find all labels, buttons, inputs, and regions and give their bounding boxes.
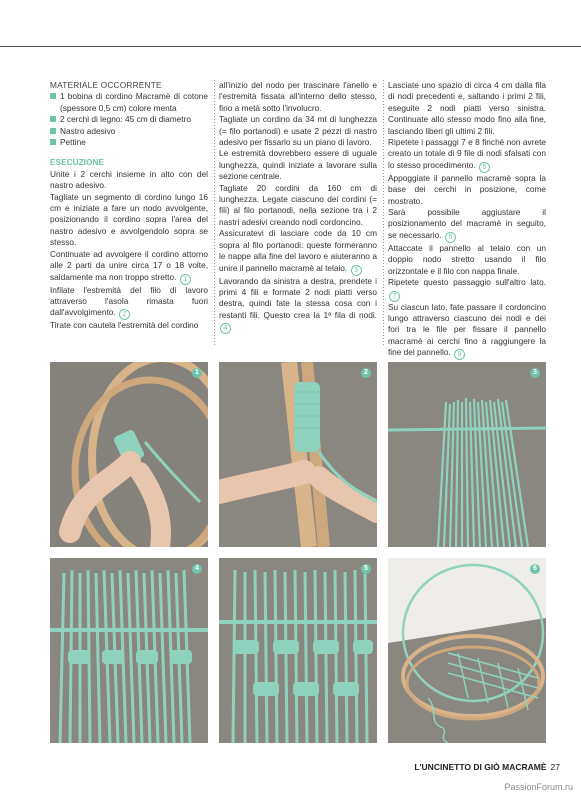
- step-number-icon: 8: [454, 349, 465, 360]
- material-item: 2 cerchi di legno: 45 cm di diametro: [50, 114, 208, 125]
- paragraph: Sarà possibile aggiustare il posizionamento del macramè in seguito, se necessario. 6: [388, 207, 546, 241]
- photo-number-badge: 6: [530, 564, 540, 574]
- bullet-square-icon: [50, 116, 56, 122]
- text-column-2: [219, 80, 377, 334]
- step-number-icon: 7: [389, 291, 400, 302]
- paragraph: Tirate con cautela l'estremità del cordino: [50, 320, 199, 331]
- photo-step-6-image: [388, 558, 546, 743]
- photo-step-1-image: [50, 362, 208, 547]
- photo-number-badge: 4: [192, 564, 202, 574]
- photo-number-badge: 1: [192, 368, 202, 378]
- photo-step-2: [219, 362, 377, 547]
- step-number-icon: 1: [180, 274, 191, 285]
- paragraph: Tagliate un segmento di cordino lungo 16 cm e iniziate a fare un nodo avvolgente, posizionando il cordino sopra l'area del nastro adesivo e avvolgendolo sopra se stesso.: [50, 191, 208, 248]
- photo-step-3-image: [388, 362, 546, 547]
- watermark: PassionForum.ru: [504, 782, 573, 792]
- step-number-icon: 5: [479, 162, 490, 173]
- paragraph: Continuate ad avvolgere il cordino attorno alle 2 parti da unire circa 17 o 18 volte, saldamente ma non troppo stretto. 1: [50, 248, 208, 283]
- paragraph: Le estremità dovrebbero essere di uguale lunghezza, quindi iniziate a lavorare sulla sezione centrale.: [219, 148, 377, 182]
- step-number-icon: 3: [351, 265, 362, 276]
- photo-step-2-image: [219, 362, 377, 547]
- text-column-1: [50, 80, 208, 332]
- paragraph: Tagliate un cordino da 34 mt di lunghezza (= filo portanodi) e usate 2 pezzi di nastro adesivo per fissarlo su un piano di lavoro.: [219, 114, 377, 148]
- photo-step-1: [50, 362, 208, 547]
- photo-step-6: [388, 558, 546, 743]
- materials-heading: MATERIALE OCCORRENTE: [50, 80, 162, 90]
- material-item: Pettine: [50, 137, 208, 148]
- photo-step-4-image: [50, 558, 208, 743]
- material-item: Nastro adesivo: [50, 126, 208, 137]
- step-number-icon: 6: [445, 232, 456, 243]
- paragraph: Appoggiate il pannello macramè sopra la base dei cerchi in posizione, come mostrato.: [388, 172, 546, 206]
- magazine-title: L'UNCINETTO DI GIÒ MACRAMÈ: [414, 762, 547, 772]
- bullet-square-icon: [50, 93, 56, 99]
- photo-number-badge: 3: [530, 368, 540, 378]
- photo-step-4: [50, 558, 208, 743]
- photo-step-3: [388, 362, 546, 547]
- material-item: 1 bobina di cordino Macramè di cotone (spessore 0,5 cm) colore menta: [50, 91, 208, 114]
- bullet-square-icon: [50, 128, 56, 134]
- text-column-3: [388, 80, 546, 360]
- paragraph: Attaccate il pannello al telaio con un doppio nodo stretto usando il filo orizzontale e il filo con nappa finale.: [388, 242, 546, 276]
- photo-step-5: [219, 558, 377, 743]
- paragraph: Ripetete questo passaggio sull'altro lato. 7: [388, 277, 546, 300]
- photo-number-badge: 2: [361, 368, 371, 378]
- paragraph: Tagliate 20 cordini da 160 cm di lunghezza. Legate ciascuno dei cordini (= fili) al filo portanodi, nella sezione tra i 2 nastri adesivi creando nodi cordoncino.: [219, 182, 377, 227]
- paragraph: Lasciate uno spazio di circa 4 cm dalla fila di nodi precedenti e, saltando i primi 2 fili, eseguite 2 nodi piatti verso sinistra. Continuate allo stesso modo fino alla fine, lasciando liberi gli ultimi 2 fili.: [388, 80, 546, 136]
- paragraph: all'inizio del nodo per trascinare l'anello e l'estremità fissata all'interno dello stesso, fino a metà sotto l'involucro.: [219, 80, 377, 113]
- page-footer: [0, 762, 560, 772]
- bullet-square-icon: [50, 139, 56, 145]
- page-number: 27: [550, 762, 560, 772]
- step-number-icon: 4: [220, 323, 231, 334]
- paragraph: Lavorando da sinistra a destra, prendete i primi 4 fili e formate 2 nodi piatti verso destra, quindi fate la stessa cosa con i restanti fili. Questo crea la 1ª fila di nodi. 4: [219, 275, 377, 333]
- paragraph: Ripetete i passaggi 7 e 8 finché non avrete creato un totale di 9 file di nodi sfalsati con lo stesso procedimento. 5: [388, 137, 546, 171]
- execution-heading: ESECUZIONE: [50, 157, 104, 168]
- column-divider: [383, 80, 384, 345]
- paragraph: Su ciascun lato, fate passare il cordoncino lungo attraverso ciascuno dei nodi e dei fori tra le file per fissare il pannello macramè ai cerchi fino a raggiungere la fine del pannello. 8: [388, 301, 546, 359]
- paragraph: Assicuratevi di lasciare code da 10 cm sopra al filo portanodi: queste formeranno le nappe alla fine del lavoro e aiuteranno a unire il pannello macramè al telaio. 3: [219, 228, 377, 274]
- step-number-icon: 2: [119, 309, 130, 320]
- photo-step-5-image: [219, 558, 377, 743]
- paragraph: Unite i 2 cerchi insieme in alto con del nastro adesivo.: [50, 168, 208, 191]
- top-rule: [0, 46, 581, 47]
- photo-number-badge: 5: [361, 564, 371, 574]
- column-divider: [214, 80, 215, 345]
- paragraph: Infilate l'estremità del filo di lavoro attraverso l'asola rimasta fuori dall'avvolgimento. 2: [50, 284, 208, 319]
